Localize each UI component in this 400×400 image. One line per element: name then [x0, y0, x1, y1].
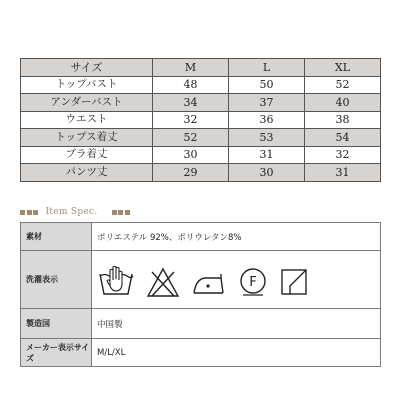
size-value: 29 — [153, 164, 229, 182]
care-label: 洗濯表示 — [21, 251, 92, 309]
material-label: 素材 — [21, 223, 92, 251]
spec-row-origin — [21, 309, 381, 339]
item-spec-heading — [20, 206, 131, 218]
size-value: 52 — [153, 129, 229, 147]
decorative-squares-left — [20, 210, 40, 215]
size-header-row — [21, 59, 381, 77]
size-row-waist — [21, 111, 381, 129]
origin-value: 中国製 — [92, 309, 381, 339]
care-icons-cell — [92, 251, 381, 309]
size-value: 32 — [305, 146, 381, 164]
hand-wash-30-icon — [97, 264, 135, 300]
care-icons — [97, 260, 380, 300]
iron-low-icon — [191, 267, 227, 297]
row-label: ウエスト — [21, 111, 153, 129]
size-row-bra-length — [21, 146, 381, 164]
size-row-tops-length — [21, 129, 381, 147]
size-row-pants-length — [21, 164, 381, 182]
spec-row-care — [21, 251, 381, 309]
spec-table — [20, 222, 381, 367]
size-value: 34 — [153, 94, 229, 112]
size-header-xl: XL — [305, 59, 381, 77]
size-value: 40 — [305, 94, 381, 112]
size-value: 31 — [229, 146, 305, 164]
drip-dry-icon — [279, 267, 309, 297]
size-value: 48 — [153, 76, 229, 94]
size-row-under-bust — [21, 94, 381, 112]
dry-clean-letter: F — [249, 274, 257, 290]
size-value: 37 — [229, 94, 305, 112]
size-value: 50 — [229, 76, 305, 94]
dry-clean-f-icon — [238, 267, 268, 297]
size-value: 38 — [305, 111, 381, 129]
size-value: 36 — [229, 111, 305, 129]
size-header-l: L — [229, 59, 305, 77]
do-not-bleach-icon — [146, 266, 180, 298]
maker-size-value: M/L/XL — [92, 339, 381, 367]
size-value: 52 — [305, 76, 381, 94]
material-value: ポリエステル 92%、ポリウレタン8% — [92, 223, 381, 251]
origin-label: 製造国 — [21, 309, 92, 339]
size-value: 54 — [305, 129, 381, 147]
row-label: アンダーバスト — [21, 94, 153, 112]
row-label: パンツ丈 — [21, 164, 153, 182]
size-value: 32 — [153, 111, 229, 129]
size-header-m: M — [153, 59, 229, 77]
maker-size-label: メーカー表示サイズ — [21, 339, 92, 367]
size-value: 30 — [153, 146, 229, 164]
size-value: 30 — [229, 164, 305, 182]
size-value: 31 — [305, 164, 381, 182]
size-header-label: サイズ — [21, 59, 153, 77]
row-label: ブラ着丈 — [21, 146, 153, 164]
spec-row-material — [21, 223, 381, 251]
spec-row-maker-size — [21, 339, 381, 367]
size-value: 53 — [229, 129, 305, 147]
size-table — [20, 58, 381, 182]
size-row-top-bust — [21, 76, 381, 94]
item-spec-title: Item Spec. — [45, 207, 98, 217]
row-label: トップス着丈 — [21, 129, 153, 147]
row-label: トップバスト — [21, 76, 153, 94]
decorative-squares-right — [112, 210, 132, 215]
